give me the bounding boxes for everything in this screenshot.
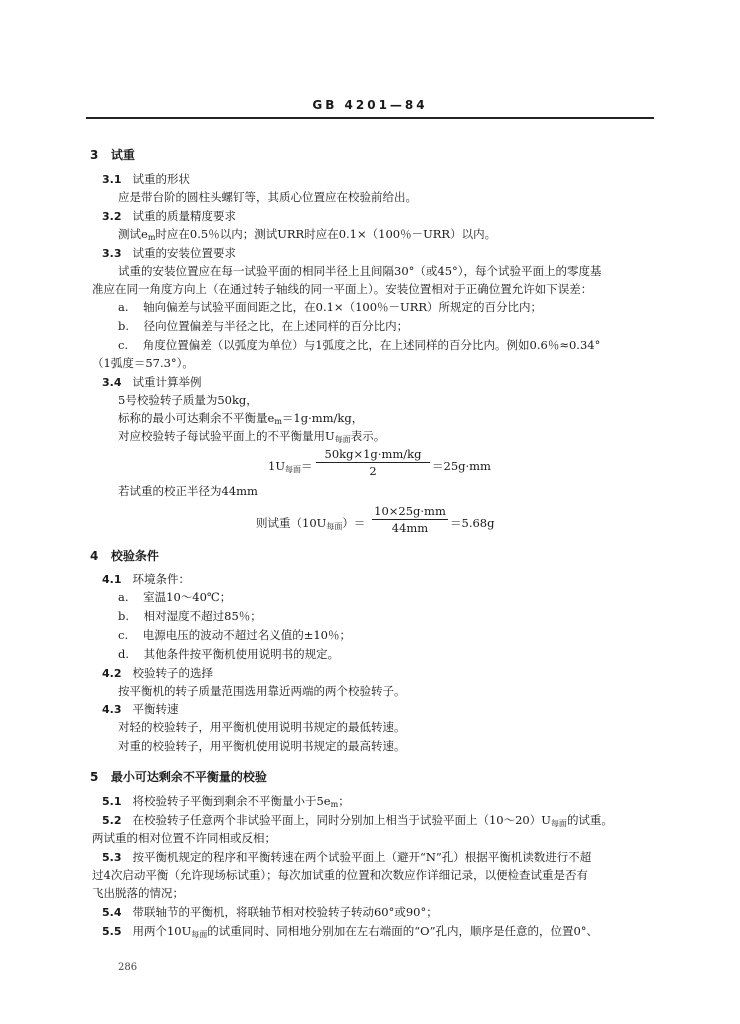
section-title: 试重 [110,148,135,162]
formula-2-fraction [372,504,448,535]
clause-title: 试重的质量精度要求 [132,209,236,223]
clause-4-1-item-c [118,628,351,642]
clause-3-3-item-c-continued: （1弧度＝57.3°）。 [92,356,194,370]
clause-3-3-item-c [118,338,600,352]
item-text: 室温10～40℃； [143,590,232,604]
clause-3-3-item-a [118,300,542,314]
clause-text: 在校验转子任意两个非试验平面上，同时分别加上相当于试验平面上$(10\sim 20)U_{每面}$的试重。 [132,813,613,828]
formula-2-rhs: ＝5.68g [450,516,495,530]
item-text: 其他条件按平衡机使用说明书的规定。 [143,647,340,661]
clause-number: 3.3 [102,247,122,260]
item-label: b. [118,319,130,333]
clause-5-3-line1 [102,850,591,865]
clause-3-2-text: 测试$e_m$时应在0.5％以内；测试URR时应在0.1×（100％－URR）以内。 [118,227,497,242]
clause-3-4-line4: 若试重的校正半径为44mm [118,484,258,498]
formula-1-numerator: 50kg×1g·mm/kg [316,447,430,463]
clause-4-3-text-light: 对轻的校验转子，用平衡机使用说明书规定的最低转速。 [118,720,406,734]
clause-number: 4.3 [102,703,122,716]
clause-3-1-heading [102,172,190,187]
formula-2-denominator: 44mm [391,521,429,535]
formula-1-denominator: 2 [369,464,377,478]
clause-4-2-text: 按平衡机的转子质量范围选用靠近两端的两个校验转子。 [118,684,406,698]
clause-number: 5.4 [102,906,122,919]
formula-2-numerator: 10×25g·mm [372,504,448,520]
clause-number: 3.2 [102,210,122,223]
clause-text: 带联轴节的平衡机，将联轴节相对校验转子转动60°或90°； [132,905,438,919]
clause-4-1-heading [102,572,190,587]
clause-3-3-para-line2: 准应在同一角度方向上（在通过转子轴线的同一平面上）。安装位置相对于正确位置允许如下误差： [92,282,593,296]
clause-4-3-heading [102,702,178,717]
clause-text: 按平衡机规定的程序和平衡转速在两个试验平面上（避开“N”孔）根据平衡机读数进行不超 [132,850,592,864]
item-label: d. [118,647,130,661]
clause-number: 5.2 [102,814,122,827]
item-text: 角度位置偏差（以弧度为单位）与1弧度之比，在上述同样的百分比内。例如0.6％≈0.34° [142,338,601,352]
item-label: a. [118,590,129,604]
clause-3-4-line3: 对应校验转子每试验平面上的不平衡量用$U_{每面}$表示。 [118,429,386,444]
clause-5-2-line1 [102,813,613,831]
clause-5-1 [102,794,350,812]
clause-title: 试重计算举例 [132,375,202,389]
item-label: a. [118,300,129,314]
header-rule [86,117,654,119]
clause-number: 4.2 [102,667,122,680]
clause-number: 4.1 [102,573,122,586]
item-label: b. [118,609,130,623]
clause-number: 5.1 [102,795,122,808]
clause-5-2-line2: 两试重的相对位置不许同相或反相； [92,831,276,845]
section-number: 4 [90,549,99,563]
clause-4-2-heading [102,666,213,681]
formula-1-fraction [316,447,430,478]
item-text: 轴向偏差与试验平面间距之比，在0.1×（100％－URR）所规定的百分比内； [143,300,543,314]
clause-3-4-heading [102,375,201,390]
standard-code-header: GB 4201—84 [312,98,428,112]
clause-3-2-heading [102,209,236,224]
clause-title: 平衡转速 [132,702,179,716]
clause-number: 5.3 [102,851,122,864]
clause-title: 试重的安装位置要求 [132,246,236,260]
item-text: 相对湿度不超过85％； [143,609,262,623]
section-number: 3 [90,148,99,162]
formula-1-rhs: ＝25g·mm [432,459,491,473]
item-label: c. [118,628,129,642]
clause-4-1-item-d [118,647,339,661]
clause-5-4 [102,905,438,920]
clause-text: 将校验转子平衡到剩余不平衡量小于$5e_m$； [132,794,350,809]
item-label: c. [118,338,129,352]
clause-number: 3.1 [102,173,122,186]
section-title: 最小可达剩余不平衡量的校验 [110,770,267,784]
clause-number: 5.5 [102,925,122,938]
clause-3-3-heading [102,246,236,261]
section-4-heading [90,549,159,563]
formula-2-lhs: 则试重$(10U_{每面})=$ [256,516,366,531]
clause-text: 用两个$10U_{每面}$的试重同时、同相地分别加在左右端面的“O”孔内，顺序是任意的，位置0°、 [132,924,599,939]
clause-number: 3.4 [102,376,122,389]
page-number: 286 [118,962,138,973]
formula-1-lhs: $1U_{每面}=$ [268,459,313,474]
clause-3-4-line2: 标称的最小可达剩余不平衡量$e_m=1g\cdot mm/kg$， [118,411,364,426]
clause-title: 校验转子的选择 [132,666,213,680]
item-text: 径向位置偏差与半径之比，在上述同样的百分比内； [143,319,409,333]
clause-3-3-item-b [118,319,408,333]
section-number: 5 [90,770,99,784]
clause-3-4-line1: 5号校验转子质量为50kg， [118,393,258,407]
clause-4-1-item-b [118,609,262,623]
section-3-heading [90,148,135,162]
clause-5-3-line3: 飞出脱落的情况； [92,886,184,900]
clause-5-5 [102,924,598,942]
section-title: 校验条件 [110,549,159,563]
clause-4-3-text-heavy: 对重的校验转子，用平衡机使用说明书规定的最高转速。 [118,739,406,753]
clause-5-3-line2: 过4次启动平衡（允许现场标试重）；每次加试重的位置和次数应作详细记录，以便检查试重是否有 [92,868,589,882]
item-text: 电源电压的波动不超过名义值的±10％； [142,628,352,642]
clause-4-1-item-a [118,590,231,604]
clause-title: 试重的形状 [132,172,190,186]
clause-3-1-text: 应是带台阶的圆柱头螺钉等，其质心位置应在校验前给出。 [118,190,417,204]
clause-title: 环境条件： [132,572,190,586]
section-5-heading [90,770,267,784]
clause-3-3-para-line1: 试重的安装位置应在每一试验平面的相同半径上且间隔30°（或45°），每个试验平面上的零度基 [118,264,602,278]
